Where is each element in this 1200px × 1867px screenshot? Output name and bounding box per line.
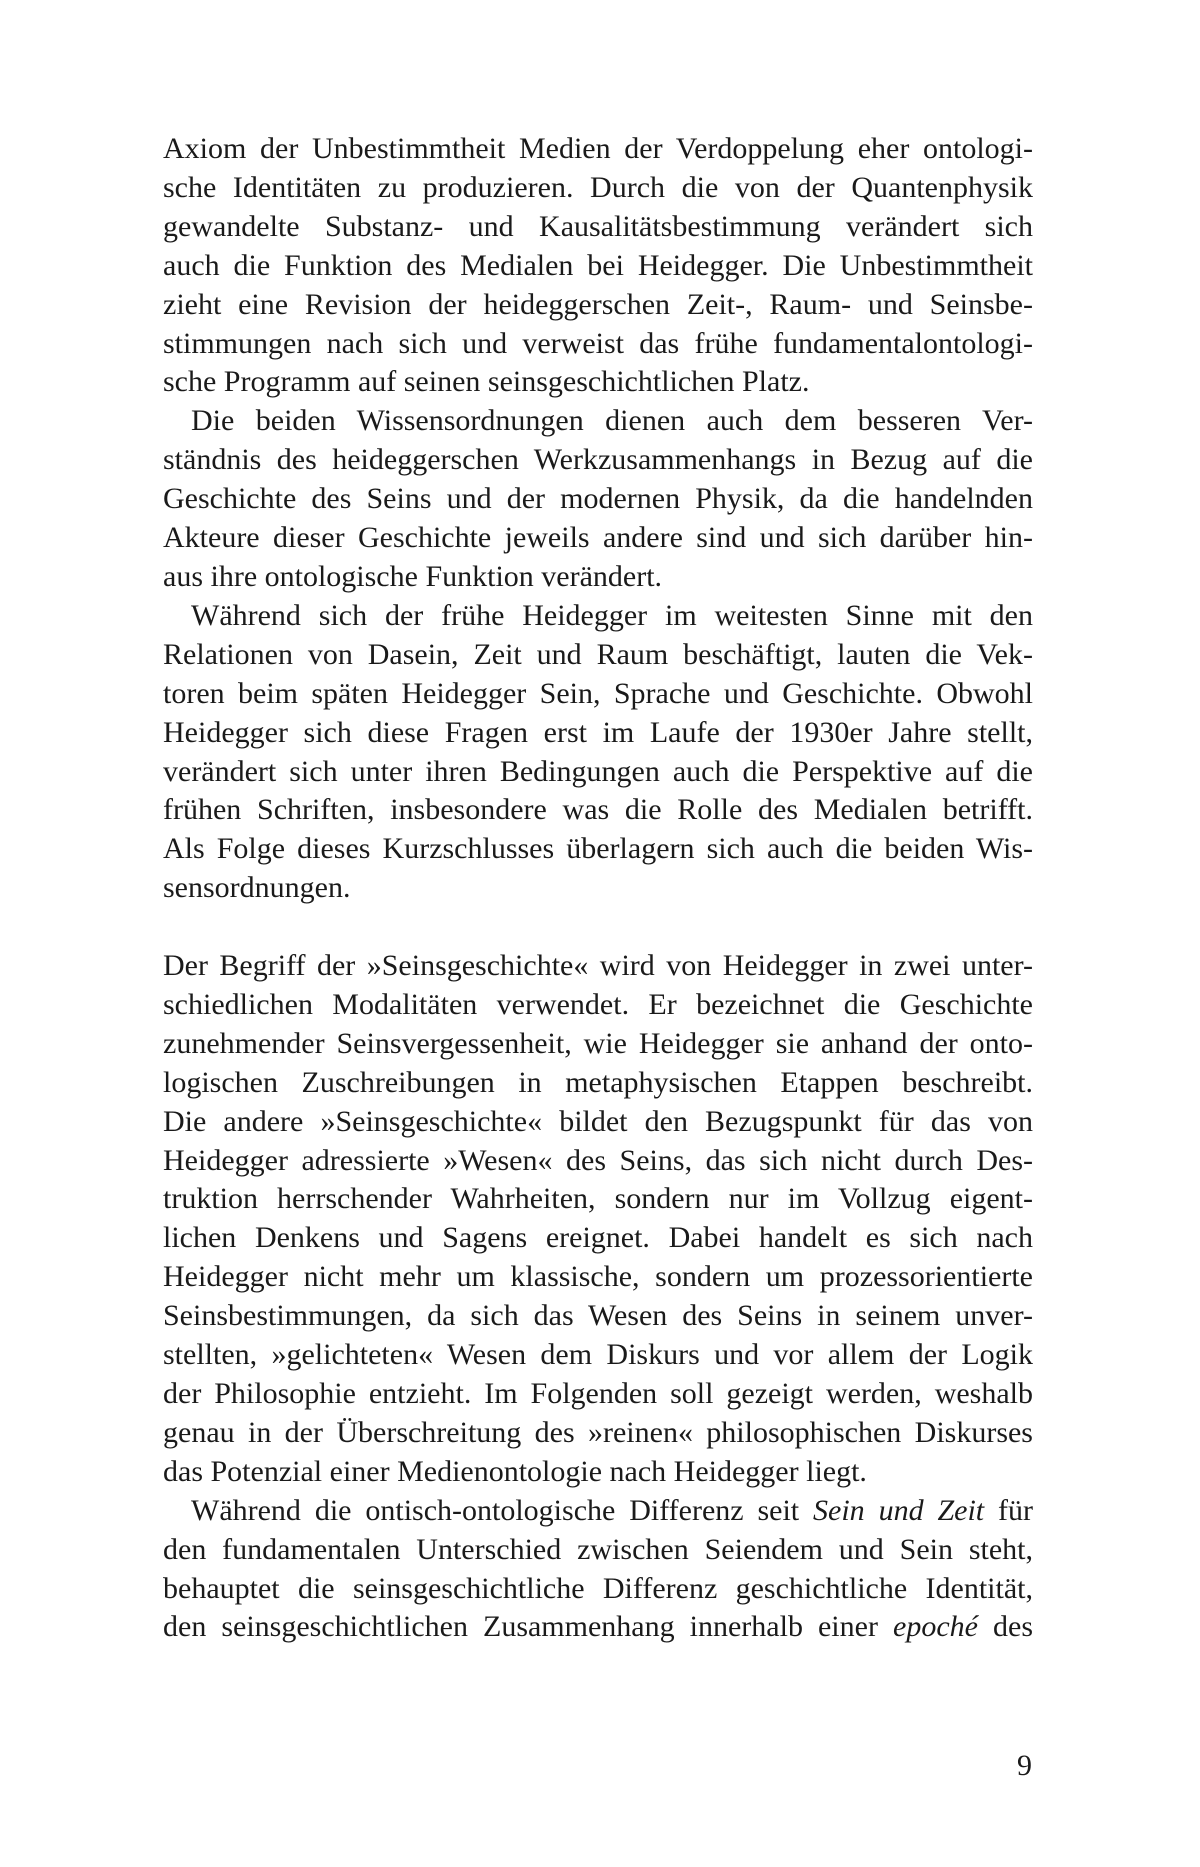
work-title-italic: Sein und Zeit [813,1493,985,1527]
text-line: stimmungen nach sich und verweist das frühe fundamentalontologi- [163,326,1033,360]
text-run: den seinsgeschichtlichen Zusammenhang innerhalb einer [163,1610,893,1644]
text-line: zunehmender Seinsvergessenheit, wie Heidegger sie anhand der onto- [163,1026,1033,1060]
text-line: truktion herrschender Wahrheiten, sondern nur im Vollzug eigent- [163,1182,1033,1216]
page-number: 9 [1017,1749,1032,1782]
text-line: lichen Denkens und Sagens ereignet. Dabei handelt es sich nach [163,1221,1033,1255]
text-run: des [977,1610,1033,1644]
text-line: frühen Schriften, insbesondere was die Rolle des Medialen betrifft. [163,793,1033,827]
text-line: Während sich der frühe Heidegger im weitesten Sinne mit den [191,598,1033,632]
paragraph-3 [163,597,1033,908]
text-line: Relationen von Dasein, Zeit und Raum beschäftigt, lauten die Vek- [163,637,1033,671]
text-line: sensordnungen. [163,871,351,905]
text-line: Die beiden Wissensordnungen dienen auch dem besseren Ver- [191,404,1033,438]
text-line: Seinsbestimmungen, da sich das Wesen des Seins in seinem unver- [163,1299,1033,1333]
text-line: Als Folge dieses Kurzschlusses überlagern sich auch die beiden Wis- [163,832,1033,866]
text-line: Die andere »Seinsgeschichte« bildet den Bezugspunkt für das von [163,1104,1033,1138]
text-line: Geschichte des Seins und der modernen Physik, da die handelnden [163,482,1033,516]
text-line: toren beim späten Heidegger Sein, Sprache und Geschichte. Obwohl [163,676,1033,710]
text-line: gewandelte Substanz- und Kausalitätsbestimmung verändert sich [163,209,1033,243]
text-line: das Potenzial einer Medienontologie nach Heidegger liegt. [163,1454,867,1488]
text-line: stellten, »gelichteten« Wesen dem Diskurs und vor allem der Logik [163,1338,1033,1372]
text-line: verändert sich unter ihren Bedingungen auch die Perspektive auf die [163,754,1033,788]
paragraph-1 [163,130,1033,402]
paragraph-4 [163,947,1033,1492]
text-line: sche Programm auf seinen seinsgeschichtlichen Platz. [163,365,810,399]
text-line: den fundamentalen Unterschied zwischen Seiendem und Sein steht, [163,1532,1033,1566]
text-line: ständnis des heideggerschen Werkzusammenhangs in Bezug auf die [163,443,1033,477]
text-line: logischen Zuschreibungen in metaphysischen Etappen beschreibt. [163,1065,1033,1099]
text-run: für [984,1493,1033,1527]
text-line [163,1608,1033,1647]
text-line: Heidegger nicht mehr um klassische, sondern um prozessorientierte [163,1260,1033,1294]
text-line: sche Identitäten zu produzieren. Durch die von der Quantenphysik [163,170,1033,204]
section-break [163,908,1033,947]
text-line [163,1492,1033,1531]
text-line: auch die Funktion des Medialen bei Heidegger. Die Unbestimmtheit [163,248,1033,282]
text-line: Der Begriff der »Seinsgeschichte« wird von Heidegger in zwei unter- [163,949,1033,983]
text-line: Heidegger adressierte »Wesen« des Seins, das sich nicht durch Des- [163,1143,1033,1177]
text-line: der Philosophie entzieht. Im Folgenden soll gezeigt werden, weshalb [163,1376,1033,1410]
paragraph-2 [163,402,1033,597]
text-line: Akteure dieser Geschichte jeweils andere sind und sich darüber hin- [163,521,1033,555]
term-italic: epoché [893,1610,978,1644]
text-line: Axiom der Unbestimmtheit Medien der Verdoppelung eher ontologi- [163,132,1033,165]
text-line: behauptet die seinsgeschichtliche Differenz geschichtliche Identität, [163,1571,1033,1605]
body-text [163,130,1033,1647]
text-line: zieht eine Revision der heideggerschen Zeit-, Raum- und Seinsbe- [163,287,1033,321]
text-line: Heidegger sich diese Fragen erst im Laufe der 1930er Jahre stellt, [163,715,1033,749]
paragraph-5 [163,1492,1033,1648]
text-line: schiedlichen Modalitäten verwendet. Er bezeichnet die Geschichte [163,987,1033,1021]
text-line: aus ihre ontologische Funktion verändert. [163,559,663,593]
text-line: genau in der Überschreitung des »reinen« philosophischen Diskurses [163,1415,1033,1449]
text-run: Während die ontisch-ontologische Differenz seit [191,1493,814,1527]
